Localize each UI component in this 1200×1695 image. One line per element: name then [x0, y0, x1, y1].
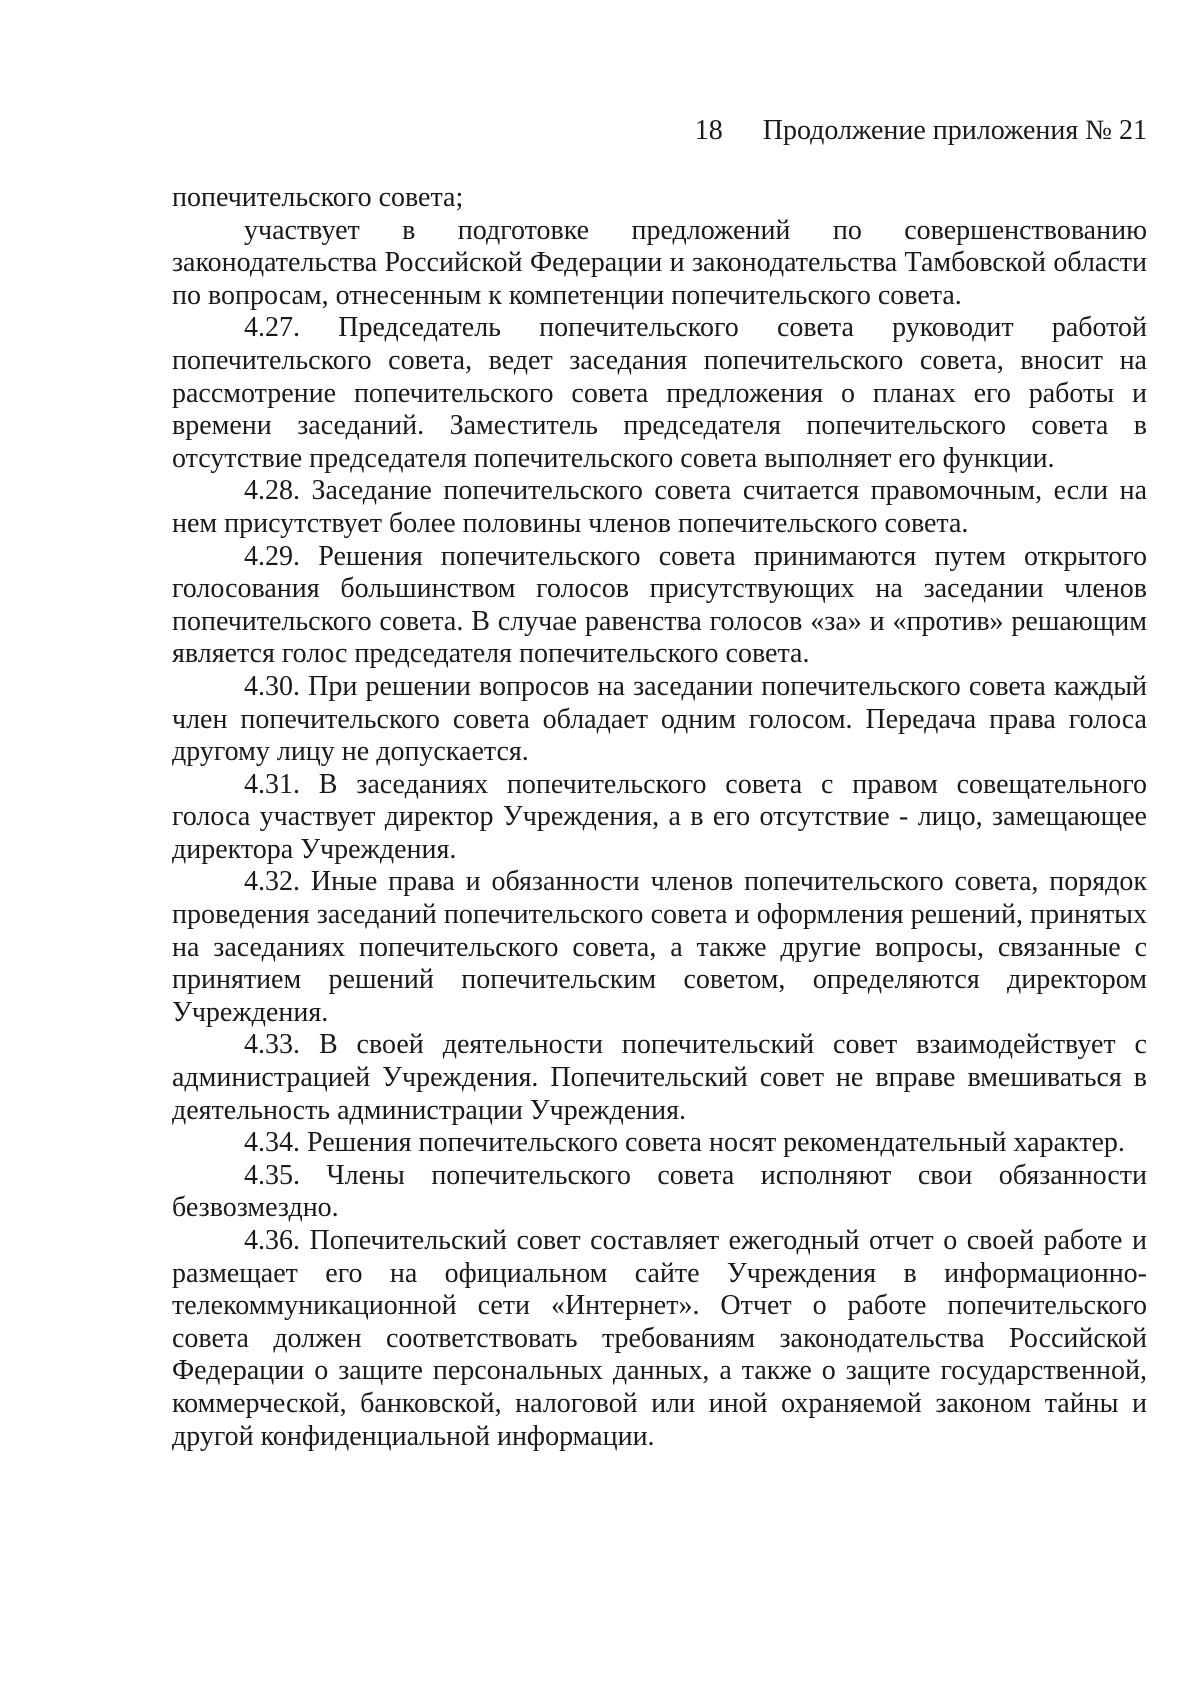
paragraph-4-28: 4.28. Заседание попечительского совета считается правомочным, если на нем присутствует более половины членов попечительского совета. [172, 475, 1147, 539]
paragraph-4-34: 4.34. Решения попечительского совета носят рекомендательный характер. [244, 1127, 1125, 1159]
paragraph-4-32: 4.32. Иные права и обязанности членов попечительского совета, порядок проведения заседаний попечительского совета и оформления решений, принятых на заседаниях попечительского совета, а также другие вопросы, связанные с принятием решений попечительским советом, определяются директором Учреждения. [172, 866, 1147, 1028]
paragraph-4-33: 4.33. В своей деятельности попечительский совет взаимодействует с администрацией Учреждения. Попечительский совет не вправе вмешиваться в деятельность администрации Учреждения. [172, 1029, 1147, 1126]
paragraph-4-36: 4.36. Попечительский совет составляет ежегодный отчет о своей работе и размещает его на официальном сайте Учреждения в информационно-телекоммуникационной сети «Интернет». Отчет о работе попечительского совета должен соответствовать требованиям законодательства Российской Федерации о защите персональных данных, а также о защите государственной, коммерческой, банковской, налоговой или иной охраняемой законом тайны и другой конфиденциальной информации. [172, 1225, 1147, 1452]
paragraph-4-27: 4.27. Председатель попечительского совета руководит работой попечительского совета, ведет заседания попечительского совета, вносит на рассмотрение попечительского совета предложения о планах его работы и времени заседаний. Заместитель председателя попечительского совета в отсутствие председателя попечительского совета выполняет его функции. [172, 312, 1147, 474]
appendix-continuation-title: Продолжение приложения № 21 [762, 115, 1147, 146]
paragraph-continuation: попечительского совета; [172, 182, 464, 213]
paragraph-4-29: 4.29. Решения попечительского совета принимаются путем открытого голосования большинством голосов присутствующих на заседании членов попечительского совета. В случае равенства голосов «за» и «против» решающим является голос председателя попечительского совета. [172, 540, 1147, 670]
paragraph-4-31: 4.31. В заседаниях попечительского совета с правом совещательного голоса участвует директор Учреждения, а в его отсутствие - лицо, замещающее директора Учреждения. [172, 768, 1147, 865]
page-header [172, 115, 1147, 147]
page-number: 18 [694, 115, 723, 146]
document-body [172, 182, 1147, 1453]
paragraph-participates: участвует в подготовке предложений по совершенствованию законодательства Российской Федерации и законодательства Тамбовской области по вопросам, отнесенным к компетенции попечительского совета. [172, 214, 1147, 311]
paragraph-4-35: 4.35. Члены попечительского совета исполняют свои обязанности безвозмездно. [172, 1159, 1147, 1224]
paragraph-4-30: 4.30. При решении вопросов на заседании попечительского совета каждый член попечительского совета обладает одним голосом. Передача права голоса другому лицу не допускается. [172, 670, 1147, 768]
